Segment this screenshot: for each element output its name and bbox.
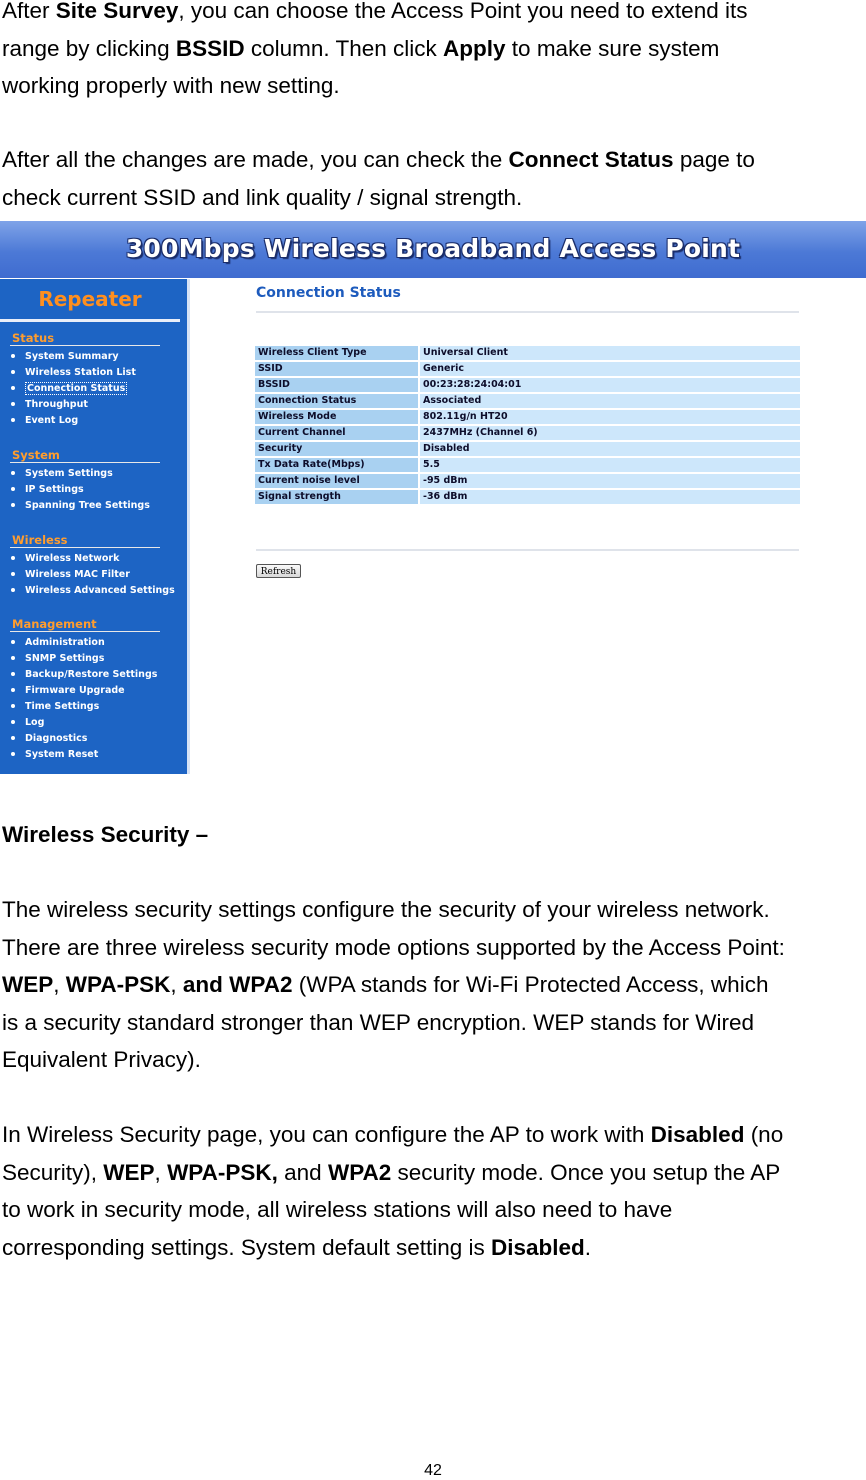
bullet-icon bbox=[11, 688, 15, 692]
wpa2-term: and WPA2 bbox=[182, 972, 293, 997]
sidebar-section-wireless: Wireless bbox=[12, 533, 68, 547]
text: , bbox=[154, 1159, 168, 1185]
connection-status-screenshot bbox=[0, 221, 866, 774]
text: to work in security mode, all wireless stations will also need to have bbox=[2, 1197, 673, 1222]
divider bbox=[10, 631, 160, 632]
divider bbox=[187, 279, 190, 774]
bullet-icon bbox=[11, 487, 15, 491]
row-value: -95 dBm bbox=[418, 474, 800, 488]
sidebar-item-ip-settings[interactable]: IP Settings bbox=[11, 484, 84, 495]
row-value: Associated bbox=[418, 394, 800, 408]
sidebar-item-system-summary[interactable]: System Summary bbox=[11, 351, 119, 362]
sidebar-item-system-settings[interactable]: System Settings bbox=[11, 468, 113, 479]
sidebar-item-diagnostics[interactable]: Diagnostics bbox=[11, 733, 87, 744]
bullet-icon bbox=[11, 588, 15, 592]
sidebar-item-wireless-station-list[interactable]: Wireless Station List bbox=[11, 367, 136, 378]
sidebar-item-wireless-advanced-settings[interactable]: Wireless Advanced Settings bbox=[11, 585, 175, 596]
table-row bbox=[255, 410, 800, 424]
row-label: Signal strength bbox=[255, 490, 418, 504]
row-label: Wireless Client Type bbox=[255, 346, 418, 360]
text: and bbox=[277, 1159, 328, 1185]
divider bbox=[256, 311, 799, 313]
table-row bbox=[255, 346, 800, 360]
site-survey-term: Site Survey bbox=[55, 0, 179, 23]
row-label: Current noise level bbox=[255, 474, 418, 488]
sidebar bbox=[0, 279, 187, 774]
sidebar-item-log[interactable]: Log bbox=[11, 717, 44, 728]
row-value: Disabled bbox=[418, 442, 800, 456]
bullet-icon bbox=[11, 720, 15, 724]
sidebar-item-backup-restore-settings[interactable]: Backup/Restore Settings bbox=[11, 669, 157, 680]
sidebar-item-time-settings[interactable]: Time Settings bbox=[11, 701, 99, 712]
row-value: 2437MHz (Channel 6) bbox=[418, 426, 800, 440]
row-value: Generic bbox=[418, 362, 800, 376]
table-row bbox=[255, 474, 800, 488]
row-value: 5.5 bbox=[418, 458, 800, 472]
wpa2-term: WPA2 bbox=[327, 1159, 392, 1185]
wpa-psk-term: WPA-PSK, bbox=[167, 1159, 278, 1185]
sidebar-item-firmware-upgrade[interactable]: Firmware Upgrade bbox=[11, 685, 125, 696]
disabled-term: Disabled bbox=[650, 1122, 745, 1147]
table-row bbox=[255, 378, 800, 392]
text: is a security standard stronger than WEP encryption. WEP stands for Wired bbox=[2, 1009, 754, 1035]
section-heading bbox=[2, 816, 864, 854]
bullet-icon bbox=[11, 402, 15, 406]
sidebar-section-system: System bbox=[12, 448, 60, 462]
table-row bbox=[255, 426, 800, 440]
row-label: BSSID bbox=[255, 378, 418, 392]
divider bbox=[256, 549, 799, 551]
table-row bbox=[255, 442, 800, 456]
intro-paragraph-1 bbox=[2, 0, 864, 105]
sidebar-item-system-reset[interactable]: System Reset bbox=[11, 749, 98, 760]
text: (WPA stands for Wi-Fi Protected Access, which bbox=[292, 972, 769, 997]
connect-status-term: Connect Status bbox=[508, 147, 674, 172]
row-label: Current Channel bbox=[255, 426, 418, 440]
bullet-icon bbox=[11, 640, 15, 644]
bullet-icon bbox=[11, 704, 15, 708]
bullet-icon bbox=[11, 503, 15, 507]
row-label: Connection Status bbox=[255, 394, 418, 408]
divider bbox=[0, 319, 180, 322]
heading-text: Wireless Security – bbox=[2, 822, 209, 847]
row-value: Universal Client bbox=[418, 346, 800, 360]
row-label: SSID bbox=[255, 362, 418, 376]
row-value: -36 dBm bbox=[418, 490, 800, 504]
text: Equivalent Privacy). bbox=[2, 1047, 201, 1072]
wep-term: WEP bbox=[103, 1159, 155, 1185]
table-row bbox=[255, 458, 800, 472]
bullet-icon bbox=[11, 656, 15, 660]
bullet-icon bbox=[11, 354, 15, 358]
sidebar-item-snmp-settings[interactable]: SNMP Settings bbox=[11, 653, 104, 664]
banner-title: 300Mbps Wireless Broadband Access Point bbox=[125, 234, 741, 263]
sidebar-item-spanning-tree-settings[interactable]: Spanning Tree Settings bbox=[11, 500, 150, 511]
refresh-button[interactable]: Refresh bbox=[256, 564, 301, 578]
sidebar-item-wireless-mac-filter[interactable]: Wireless MAC Filter bbox=[11, 569, 130, 580]
text: column. Then click bbox=[244, 35, 444, 61]
divider bbox=[10, 462, 160, 463]
content-title: Connection Status bbox=[256, 285, 401, 301]
bullet-icon bbox=[11, 471, 15, 475]
divider bbox=[10, 547, 160, 548]
text: After all the changes are made, you can check the bbox=[2, 147, 509, 172]
bullet-icon bbox=[11, 672, 15, 676]
table-row bbox=[255, 394, 800, 408]
text: . bbox=[584, 1234, 592, 1260]
text: to make sure system bbox=[505, 35, 720, 61]
bullet-icon bbox=[11, 370, 15, 374]
row-label: Security bbox=[255, 442, 418, 456]
text: security mode. Once you setup the AP bbox=[391, 1159, 781, 1185]
table-row bbox=[255, 362, 800, 376]
text: range by clicking bbox=[2, 35, 176, 61]
disabled-term: Disabled bbox=[491, 1234, 585, 1260]
bssid-term: BSSID bbox=[175, 35, 245, 61]
text: The wireless security settings configure the security of your wireless network. bbox=[2, 897, 770, 922]
wep-term: WEP bbox=[2, 972, 54, 997]
sidebar-section-management: Management bbox=[12, 617, 97, 631]
text: , bbox=[170, 972, 183, 997]
text: check current SSID and link quality / signal strength. bbox=[2, 184, 523, 210]
wpa-psk-term: WPA-PSK bbox=[65, 972, 171, 997]
sidebar-section-status: Status bbox=[12, 331, 55, 345]
bullet-icon bbox=[11, 386, 15, 390]
text: (no bbox=[744, 1122, 784, 1147]
text: After bbox=[2, 0, 56, 23]
bullet-icon bbox=[11, 418, 15, 422]
security-paragraph-1 bbox=[2, 891, 864, 1079]
bullet-icon bbox=[11, 736, 15, 740]
text: Security), bbox=[2, 1159, 104, 1185]
intro-paragraph-2 bbox=[2, 141, 864, 216]
page-number: 42 bbox=[424, 1462, 442, 1479]
row-label: Tx Data Rate(Mbps) bbox=[255, 458, 418, 472]
security-paragraph-2 bbox=[2, 1116, 864, 1266]
bullet-icon bbox=[11, 556, 15, 560]
connection-status-table bbox=[255, 344, 800, 506]
row-label: Wireless Mode bbox=[255, 410, 418, 424]
text: , you can choose the Access Point you need to extend its bbox=[178, 0, 748, 23]
divider bbox=[10, 345, 160, 346]
sidebar-item-connection-status[interactable]: Connection Status bbox=[11, 383, 127, 394]
sidebar-item-event-log[interactable]: Event Log bbox=[11, 415, 78, 426]
sidebar-item-administration[interactable]: Administration bbox=[11, 637, 105, 648]
text: corresponding settings. System default setting is bbox=[2, 1234, 492, 1260]
bullet-icon bbox=[11, 572, 15, 576]
row-value: 00:23:28:24:04:01 bbox=[418, 378, 800, 392]
apply-term: Apply bbox=[443, 35, 506, 61]
sidebar-item-throughput[interactable]: Throughput bbox=[11, 399, 88, 410]
text: In Wireless Security page, you can configure the AP to work with bbox=[2, 1122, 651, 1147]
bullet-icon bbox=[11, 752, 15, 756]
sidebar-header: Repeater bbox=[38, 287, 142, 311]
text: There are three wireless security mode options supported by the Access Point: bbox=[2, 934, 785, 960]
table-row bbox=[255, 490, 800, 504]
text: working properly with new setting. bbox=[2, 73, 340, 98]
banner bbox=[0, 221, 866, 278]
row-value: 802.11g/n HT20 bbox=[418, 410, 800, 424]
text: page to bbox=[673, 147, 755, 172]
sidebar-item-wireless-network[interactable]: Wireless Network bbox=[11, 553, 119, 564]
text: , bbox=[53, 972, 66, 997]
